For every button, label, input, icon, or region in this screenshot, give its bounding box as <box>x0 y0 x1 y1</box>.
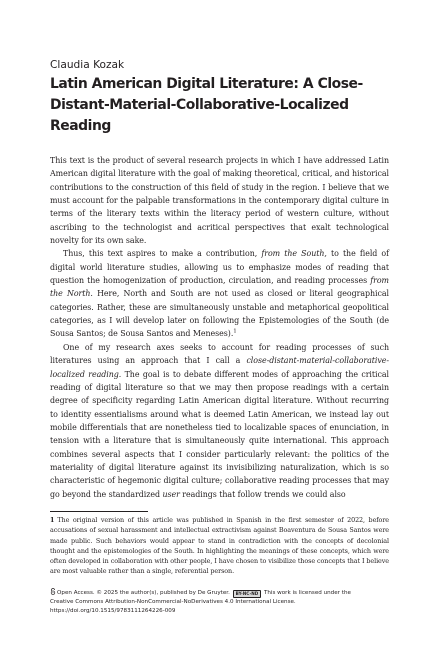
cc-license-badge[interactable]: BY-NC-ND <box>233 590 262 598</box>
copyright-line-1 <box>50 588 395 598</box>
license-statement: This work is licensed under the <box>263 590 351 596</box>
paragraph-2 <box>50 247 389 340</box>
copyright-notice <box>50 588 395 617</box>
paragraph-3-text-a: One of my research axes seeks to account for reading processes of such literatures using an approach that I call a <box>50 342 389 366</box>
emphasis-from-the-north: from the North. <box>50 276 389 299</box>
footnote-separator <box>50 511 148 512</box>
footnote-reference[interactable]: 1 <box>233 328 237 335</box>
body-text <box>50 154 389 501</box>
paragraph-1: This text is the product of several research projects in which I have addressed Latin American digital literature with the goal of making theoretical, critical, and historical contributions to the construction of this field of study in the region. I believe that we must account for the palpable transformations in the contemporary digital culture in terms of the literary texts within the literacy period of western culture, without ascribing to the technologist and acritical perspectives that exalt technological novelty for its own sake. <box>50 156 389 246</box>
paragraph-3-text-e: readings that follow trends we could also <box>179 489 346 499</box>
chapter-title: Latin American Digital Literature: A Close-Distant-Material-Collaborative-Localized Reading <box>50 76 363 134</box>
paragraph-2-text-c: to the field of digital world literature studies, allowing us to emphasize modes of reading that question the homogenization of production, circulation, and reading processes <box>50 249 389 286</box>
footnote-text: The original version of this article was published in Spanish in the first semester of 2022, before accusations of sexual harassment and intellectual extractivism against Boaventura de Sousa Santos were made public. Such behaviors would appear to stand in contradiction with the concepts of decolonial thought and the epistemologies of the South. In highlighting the meanings of these concepts, which were often developed in collaboration with other people, I have chosen to visibilize those concepts that I believe are most valuable rather than a single, referential person. <box>50 516 389 576</box>
footnote-number: 1 <box>50 516 55 524</box>
paragraph-2-text-e: Here, North and South are not used as closed or literal geographical categories. Rather, these are simultaneously unstable and metaphorical geopolitical categories, as I will develop later on following the Epistemologies of the South (de Sousa Santos; de Sousa Santos and Meneses). <box>50 289 389 339</box>
emphasis-from-the-south: from the South, <box>261 249 327 259</box>
emphasis-user: user <box>162 489 180 499</box>
open-access-statement: Open Access. © 2025 the author(s), published by De Gruyter. <box>57 590 230 596</box>
paragraph-3-text-c: The goal is to debate different modes of approaching the critical reading of digital literature so that we may then propose readings with a certain degree of specificity regarding Latin American digital literature. Without recurring to identity essentialisms around what is deemed Latin American, we instead lay out mobile differentials that are nonetheless tied to localizable spaces of enunciation, in tension with a literature that is simultaneously quite international. This approach combines several aspects that I consider particularly relevant: the politics of the materiality of digital literature against its invisibilizing naturalization, which is so characteristic of hegemonic digital culture; collaborative reading processes that may go beyond the standardized <box>50 369 390 499</box>
license-name: Creative Commons Attribution-NonCommercial-NoDerivatives 4.0 International License. <box>50 599 296 606</box>
chapter-author: Claudia Kozak <box>50 59 125 71</box>
footnote <box>50 515 389 577</box>
open-access-icon <box>50 588 56 595</box>
emphasis-reading-term: close-distant-material-collaborative-localized reading. <box>50 356 389 379</box>
paragraph-2-text-a: Thus, this text aspires to make a contribution, <box>63 249 262 259</box>
doi-link[interactable]: https://doi.org/10.1515/9783111264226-009 <box>50 608 176 615</box>
paragraph-3 <box>50 341 389 501</box>
